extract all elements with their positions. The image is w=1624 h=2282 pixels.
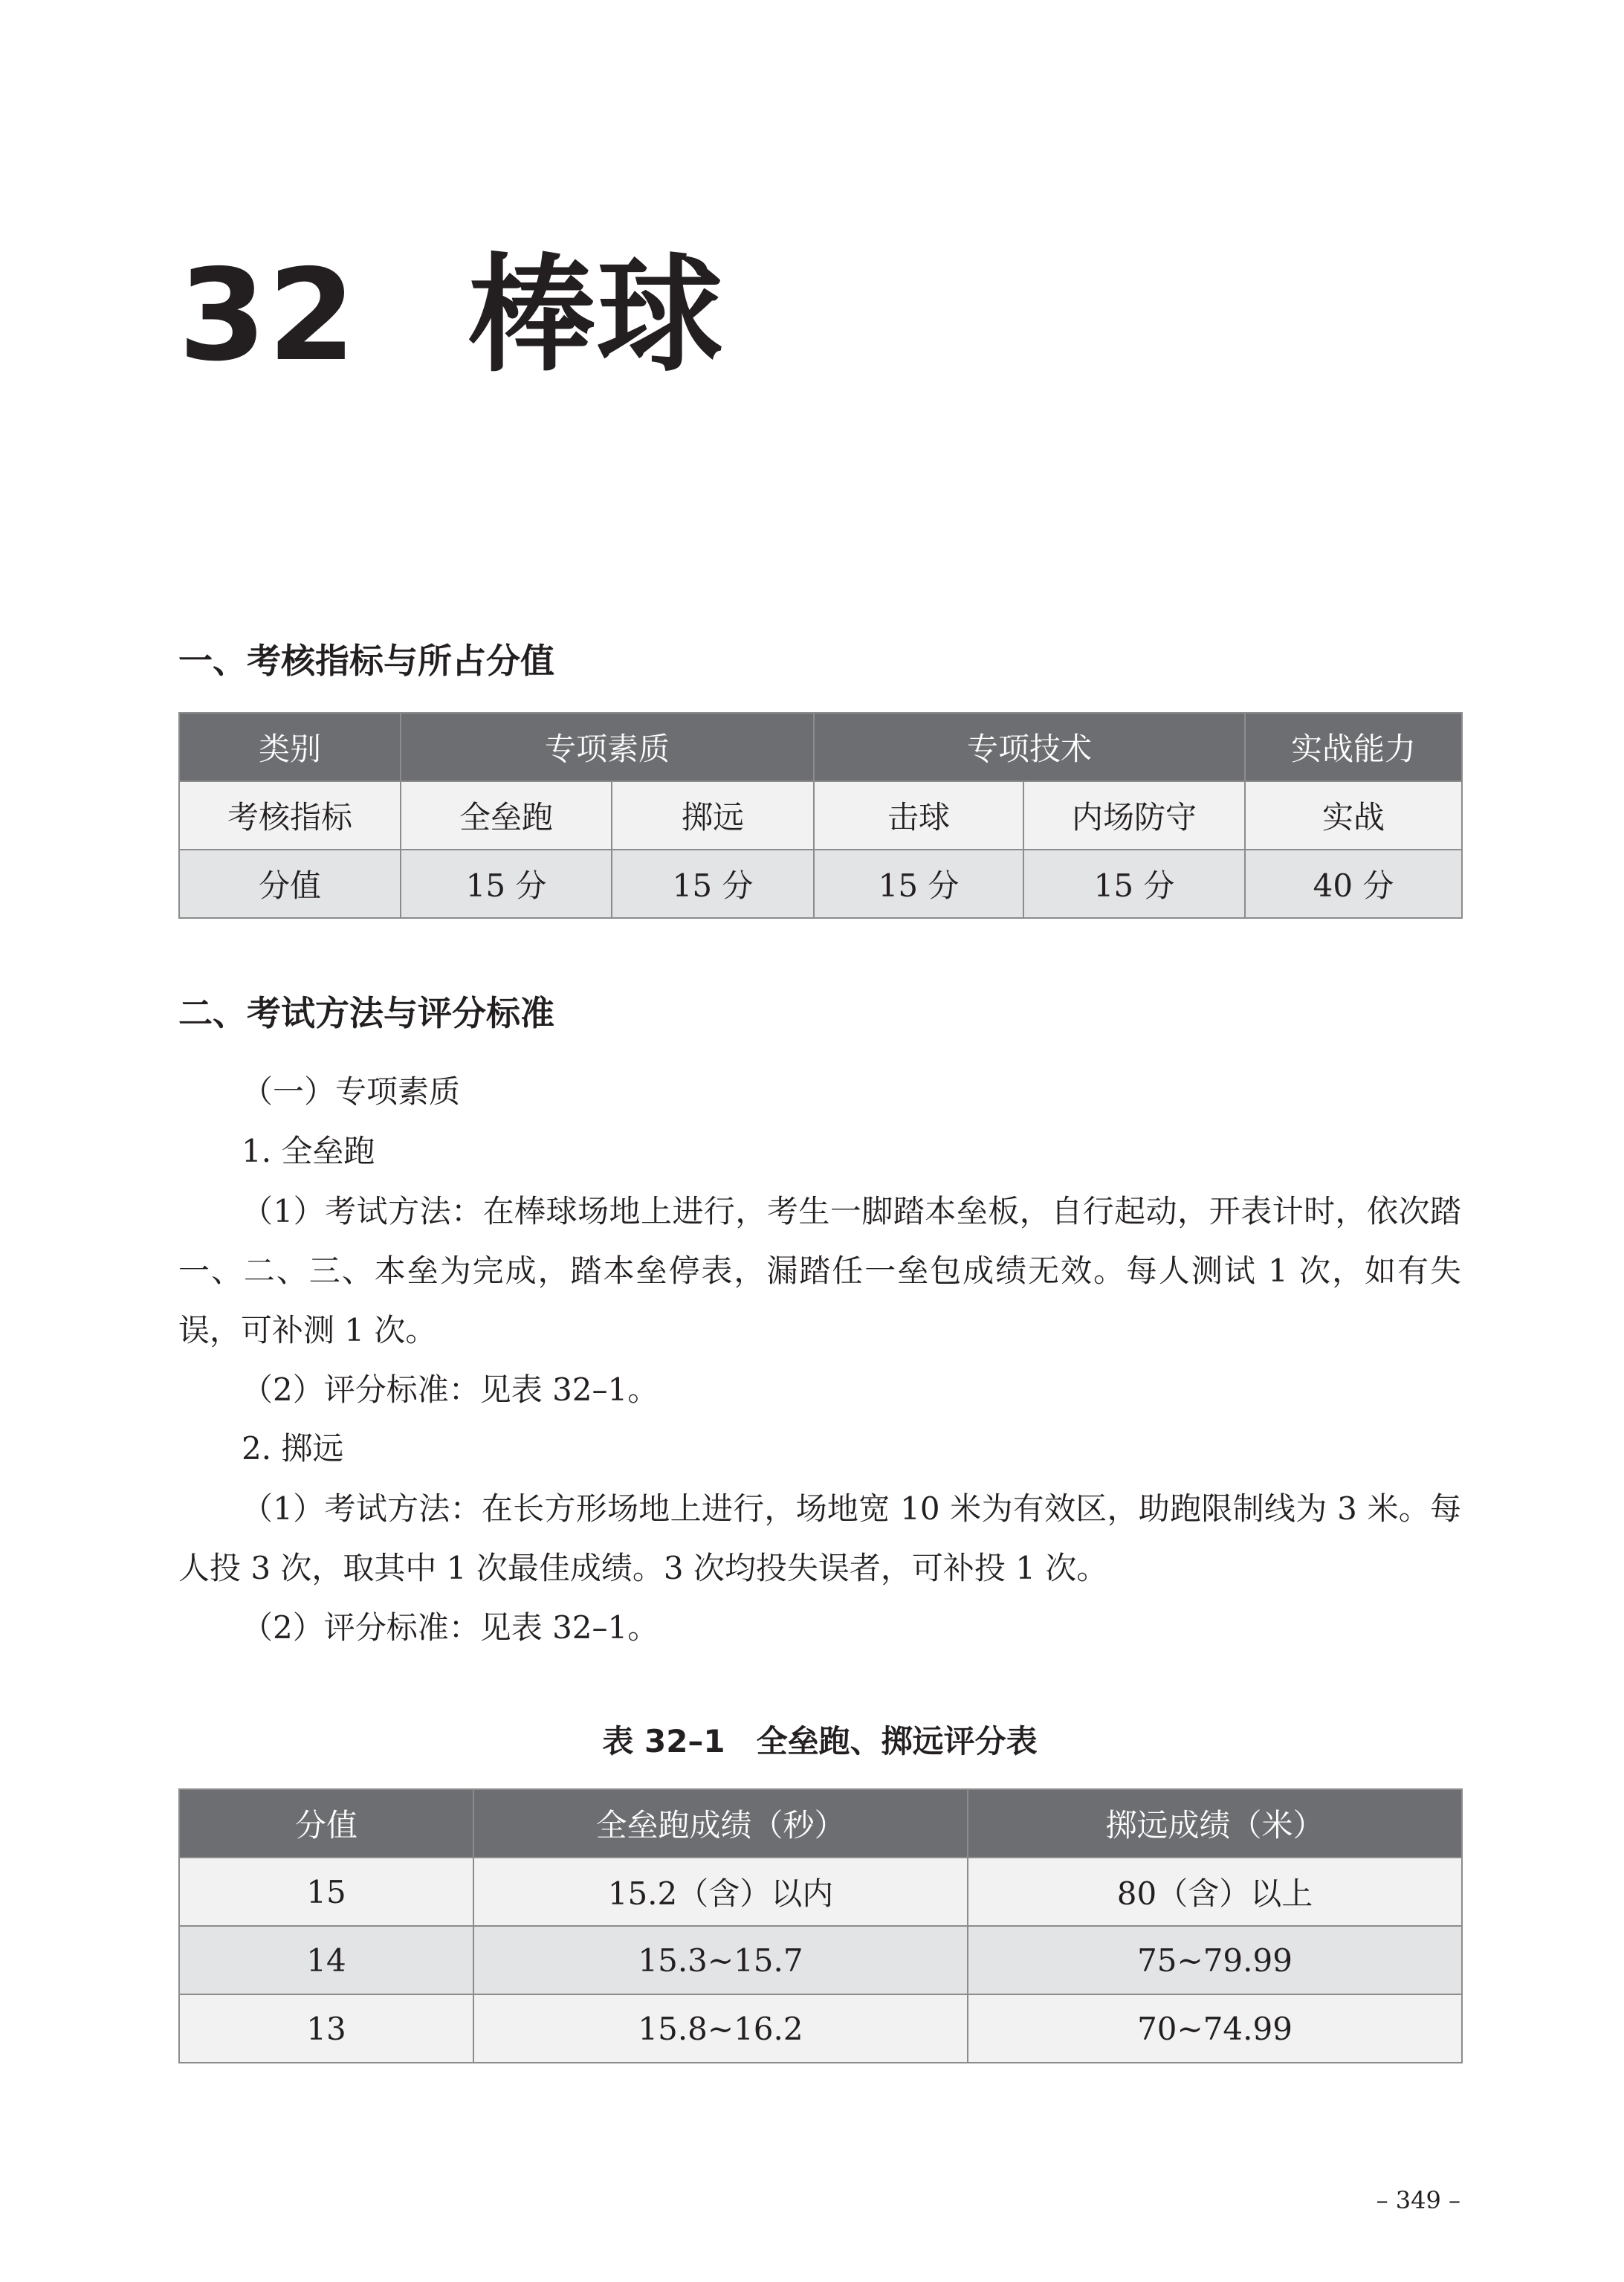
- indicator-score-table: [178, 712, 1463, 919]
- header-home-run-result: 全垒跑成绩（秒）: [473, 1789, 968, 1858]
- paragraph-throw-method: （1）考试方法：在长方形场地上进行，场地宽 10 米为有效区，助跑限制线为 3 米。每人投 3 次，取其中 1 次最佳成绩。3 次均投失误者，可补投 1 次。: [178, 1490, 1461, 1586]
- row-label: 考核指标: [179, 781, 401, 850]
- table-row: [179, 1926, 1462, 1994]
- table-cell: 实战: [1245, 781, 1462, 850]
- table-cell: 40 分: [1245, 850, 1462, 918]
- table-row: [179, 781, 1462, 850]
- paragraph-throw-standard: （2）评分标准：见表 32–1。: [242, 1609, 659, 1646]
- table-header-row: [179, 713, 1462, 781]
- table-cell: 15 分: [1023, 850, 1245, 918]
- paragraph-home-run-method: （1）考试方法：在棒球场地上进行，考生一脚踏本垒板，自行起动，开表计时，依次踏一、二、三、本垒为完成，踏本垒停表，漏踏任一垒包成绩无效。每人测试 1 次，如有失误，可补测 1 次。: [178, 1193, 1461, 1348]
- page-number: – 349 –: [1376, 2186, 1460, 2214]
- header-special-quality: 专项素质: [401, 713, 814, 781]
- table-caption: 表 32–1 全垒跑、掷远评分表: [602, 1723, 1038, 1759]
- table-cell: 15 分: [612, 850, 814, 918]
- table-row: [179, 1994, 1462, 2063]
- scoring-table: [178, 1788, 1463, 2063]
- table-cell: 15 分: [401, 850, 612, 918]
- table-row: [179, 850, 1462, 918]
- row-label: 分值: [179, 850, 401, 918]
- table-cell: 75~79.99: [968, 1926, 1462, 1994]
- item-heading-home-run: 1. 全垒跑: [242, 1133, 375, 1169]
- chapter-name: 棒球: [468, 242, 725, 390]
- table-cell: 13: [179, 1994, 473, 2063]
- table-cell: 掷远: [612, 781, 814, 850]
- item-heading-throw: 2. 掷远: [242, 1430, 344, 1467]
- header-score: 分值: [179, 1789, 473, 1858]
- header-special-skill: 专项技术: [814, 713, 1245, 781]
- table-cell: 15.2（含）以内: [473, 1858, 968, 1926]
- header-combat-ability: 实战能力: [1245, 713, 1462, 781]
- chapter-title: [178, 242, 725, 390]
- table-row: [179, 1858, 1462, 1926]
- table-cell: 80（含）以上: [968, 1858, 1462, 1926]
- chapter-number: 32: [178, 242, 358, 390]
- table-cell: 击球: [814, 781, 1023, 850]
- subsection-heading-quality: （一）专项素质: [242, 1073, 461, 1110]
- table-header-row: [179, 1789, 1462, 1858]
- table-cell: 70~74.99: [968, 1994, 1462, 2063]
- table-cell: 全垒跑: [401, 781, 612, 850]
- table-cell: 15 分: [814, 850, 1023, 918]
- paragraph-home-run-standard: （2）评分标准：见表 32–1。: [242, 1371, 659, 1408]
- header-category: 类别: [179, 713, 401, 781]
- table-cell: 15: [179, 1858, 473, 1926]
- table-cell: 14: [179, 1926, 473, 1994]
- table-cell: 内场防守: [1023, 781, 1245, 850]
- table-cell: 15.3~15.7: [473, 1926, 968, 1994]
- section-heading-methods: 二、考试方法与评分标准: [178, 993, 554, 1033]
- section-heading-indicators: 一、考核指标与所占分值: [178, 641, 554, 681]
- header-throw-result: 掷远成绩（米）: [968, 1789, 1462, 1858]
- table-cell: 15.8~16.2: [473, 1994, 968, 2063]
